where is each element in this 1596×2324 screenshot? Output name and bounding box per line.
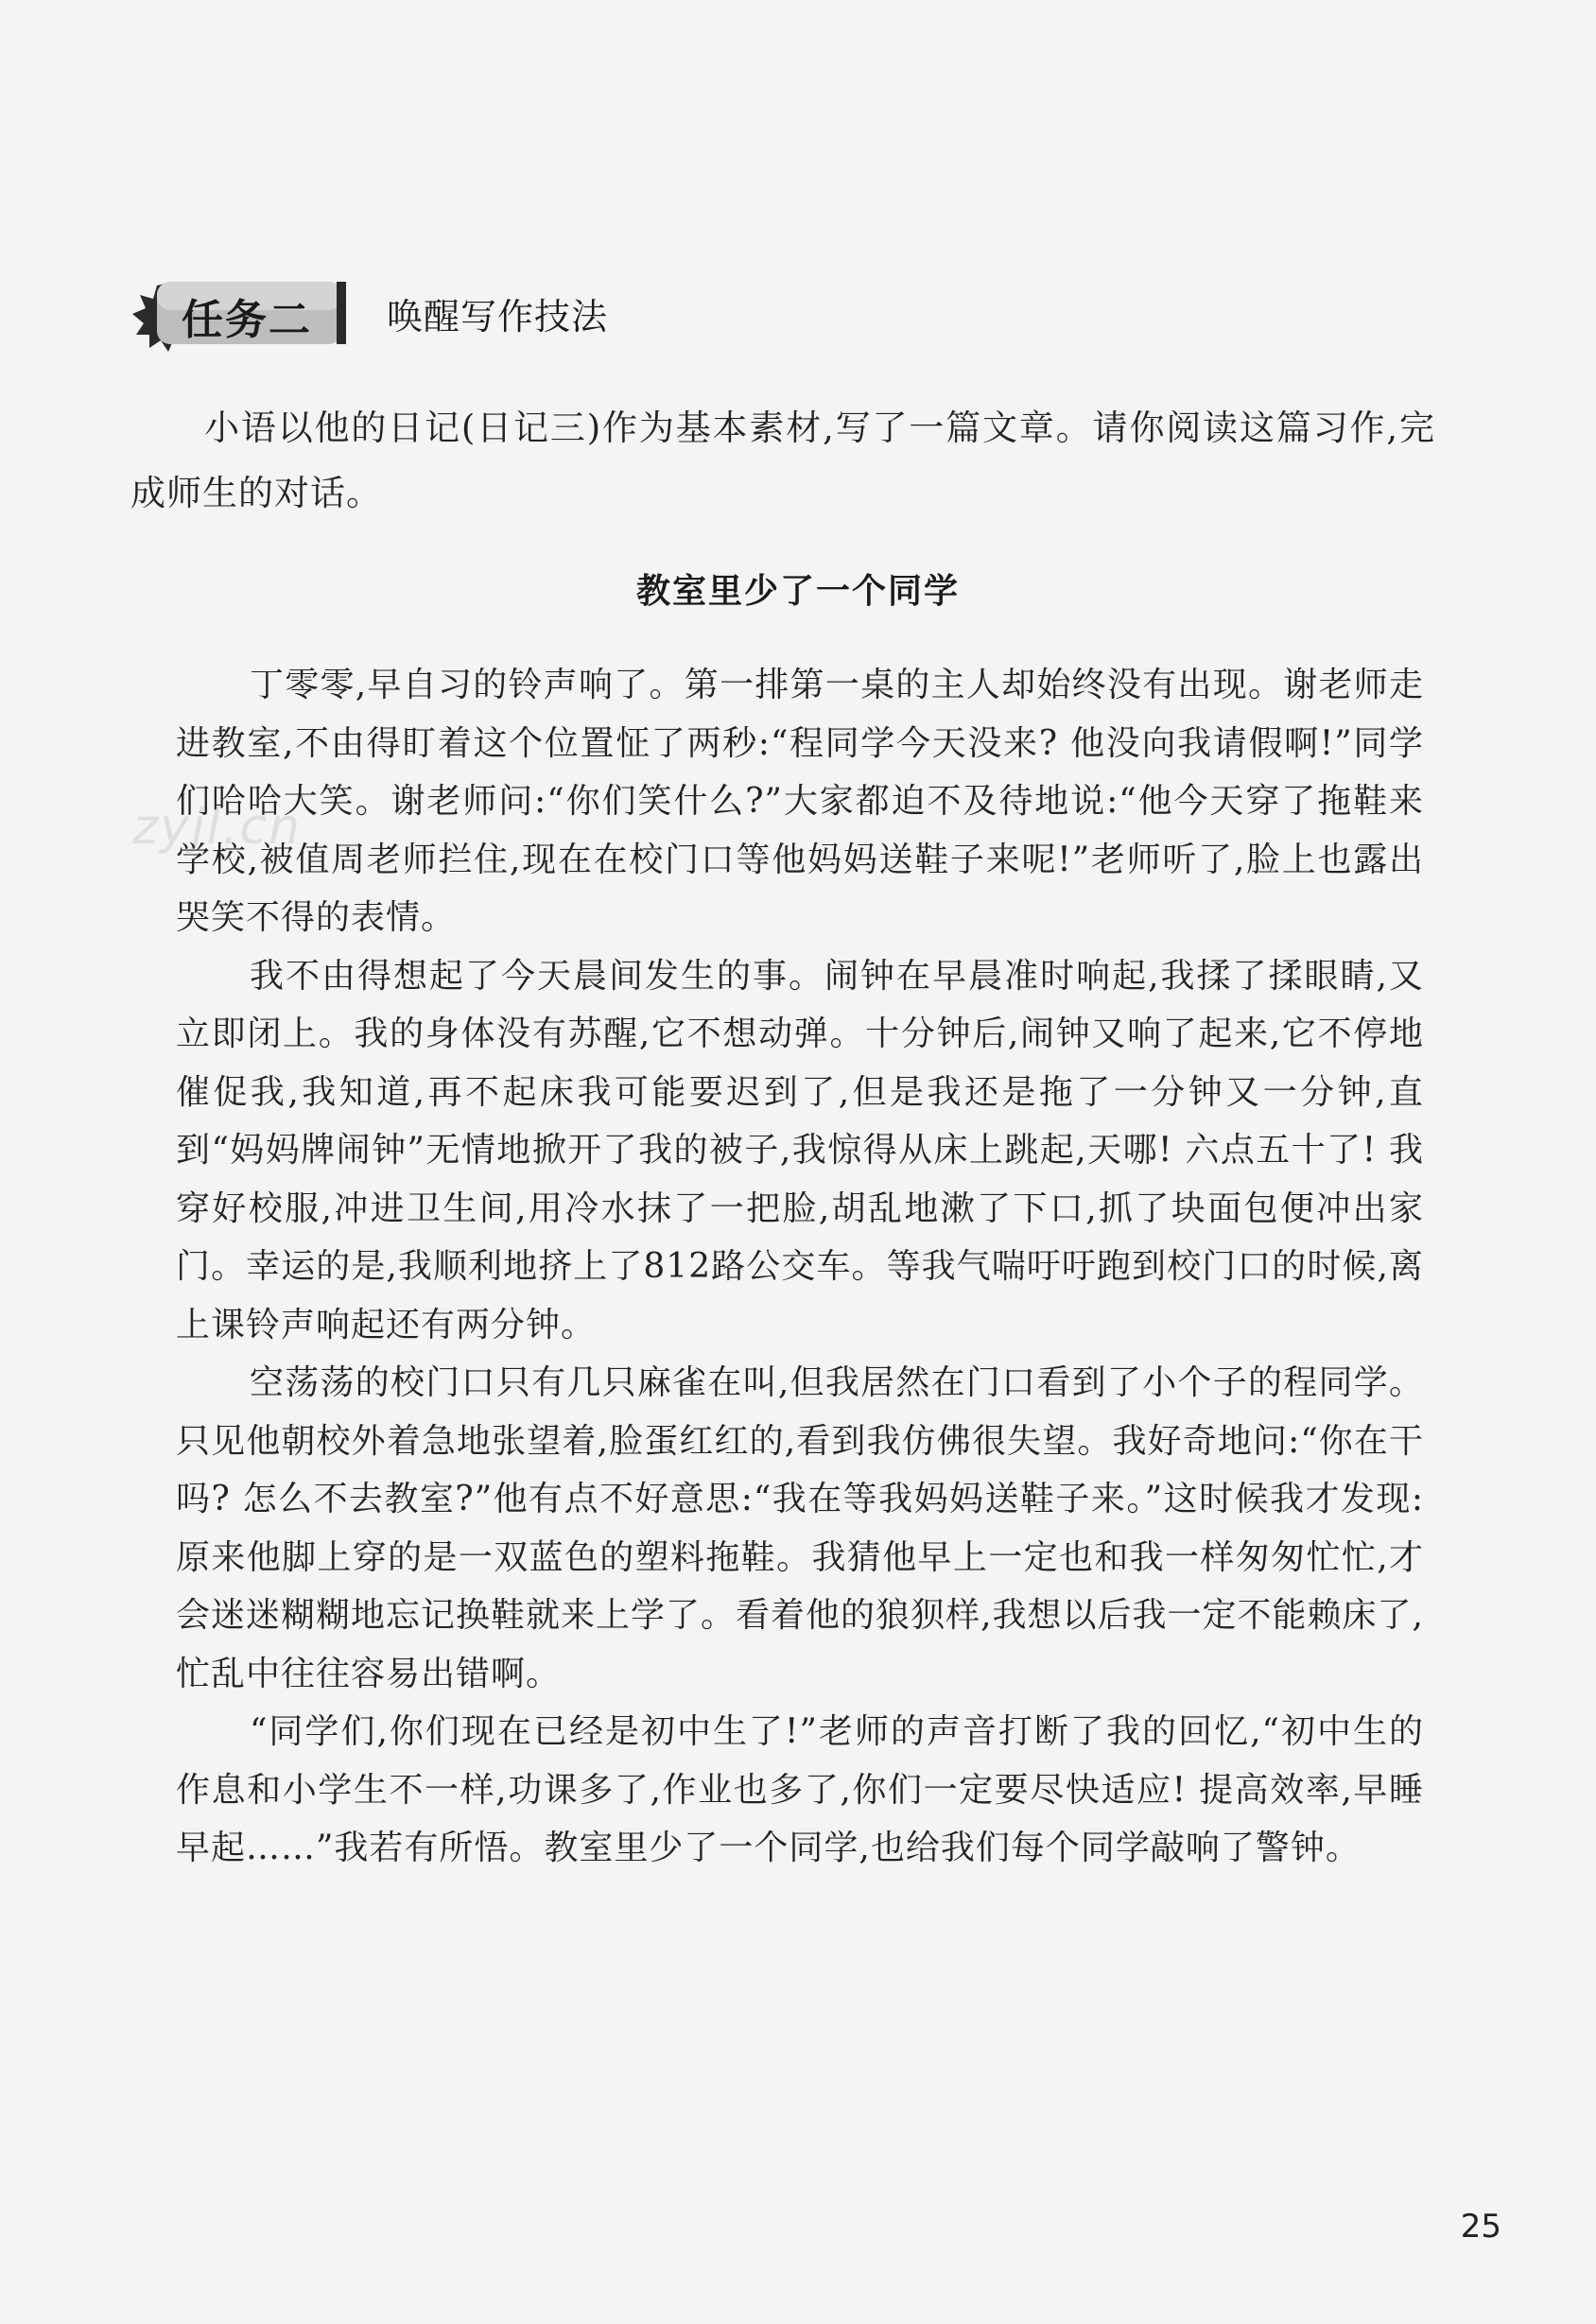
essay-paragraph: 空荡荡的校门口只有几只麻雀在叫,但我居然在门口看到了小个子的程同学。只见他朝校外着急地张望着,脸蛋红红的,看到我仿佛很失望。我好奇地问:“你在干吗? 怎么不去教室?”他有点不好意思:“我在等我妈妈送鞋子来。”这时候我才发现:原来他脚上穿的是一双蓝色的塑料拖鞋。我猜他早上一定也和我一样匆匆忙忙,才会迷迷糊糊地忘记换鞋就来上学了。看着他的狼狈样,我想以后我一定不能赖床了,忙乱中往往容易出错啊。 [176, 1363, 1424, 1693]
intro-paragraph: 小语以他的日记(日记三)作为基本素材,写了一篇文章。请你阅读这篇习作,完成师生的对话。 [130, 408, 1435, 513]
essay-paragraph: 我不由得想起了今天晨间发生的事。闹钟在早晨准时响起,我揉了揉眼睛,又立即闭上。我的身体没有苏醒,它不想动弹。十分钟后,闹钟又响了起来,它不停地催促我,我知道,再不起床我可能要迟到了,但是我还是拖了一分钟又一分钟,直到“妈妈牌闹钟”无情地掀开了我的被子,我惊得从床上跳起,天哪! 六点五十了! 我穿好校服,冲进卫生间,用冷水抹了一把脸,胡乱地漱了下口,抓了块面包便冲出家门。幸运的是,我顺利地挤上了812路公交车。等我气喘吁吁跑到校门口的时候,离上课铃声响起还有两分钟。 [176, 956, 1424, 1344]
task-header [130, 270, 608, 356]
task-title: 唤醒写作技法 [387, 295, 609, 338]
page-number: 25 [1460, 2208, 1501, 2246]
task-badge [130, 272, 353, 354]
task-badge-label: 任务二 [182, 296, 312, 344]
watermark: zyjl.cn [132, 799, 303, 856]
essay-title: 教室里少了一个同学 [635, 572, 960, 611]
essay-paragraph: 丁零零,早自习的铃声响了。第一排第一桌的主人却始终没有出现。谢老师走进教室,不由得盯着这个位置怔了两秒:“程同学今天没来? 他没向我请假啊!”同学们哈哈大笑。谢老师问:“你们笑什么?”大家都迫不及待地说:“他今天穿了拖鞋来学校,被值周老师拦住,现在在校门口等他妈妈送鞋子来呢!”老师听了,脸上也露出哭笑不得的表情。 [176, 666, 1424, 937]
essay-paragraph: “同学们,你们现在已经是初中生了!”老师的声音打断了我的回忆,“初中生的作息和小学生不一样,功课多了,作业也多了,你们一定要尽快适应! 提高效率,早睡早起……”我若有所悟。教室里少了一个同学,也给我们每个同学敲响了警钟。 [176, 1712, 1424, 1867]
essay-body [176, 656, 1424, 1878]
